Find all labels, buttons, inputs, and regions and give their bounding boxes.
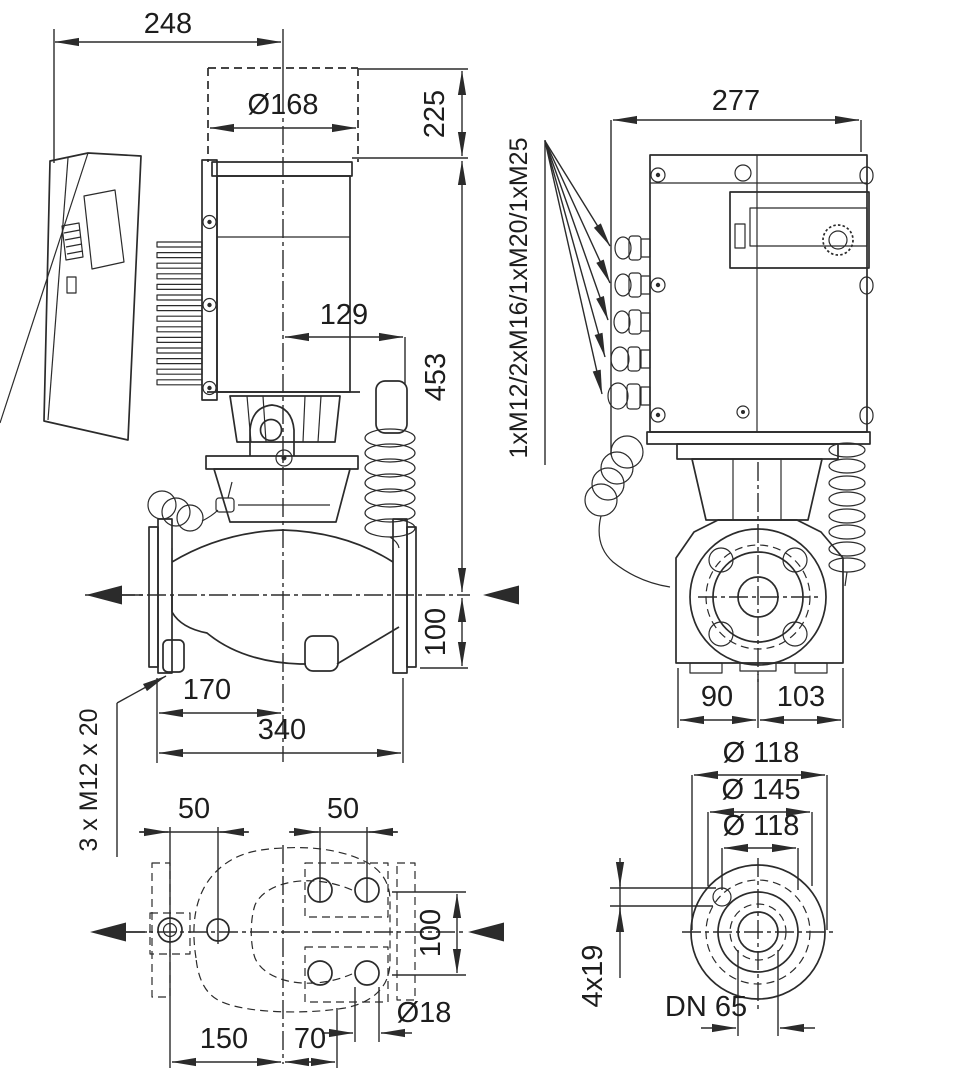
electronics-box [650,155,873,432]
dim-225 [352,69,468,158]
suction-flange-outer [149,527,158,667]
dim-flange-inner-118 [722,810,799,890]
dim-label-145: Ø 145 [721,774,801,806]
dim-label-277: 277 [711,85,761,117]
dim-label-foot-tapping: 3 x M12 x 20 [75,708,103,852]
flange-bolt-hole [713,888,731,906]
sensor-bracket [376,381,407,433]
dim-100-side [420,598,468,668]
control-knob [823,225,853,255]
dim-label-129: 129 [319,299,369,331]
dim-150 [172,1023,281,1062]
dim-277 [611,85,861,455]
motor-body [202,160,352,400]
callout-cable-glands [505,138,610,465]
dim-103 [760,668,843,728]
dim-label-dn65: DN 65 [664,991,748,1023]
dim-129 [285,299,405,384]
coiled-cable-front-right [829,443,865,586]
display-module [0,153,141,440]
dim-4x19 [577,858,716,1007]
dim-100-footprint [392,892,466,975]
volute-foot-boss [305,636,338,671]
pump-foot [163,640,184,672]
dim-18 [322,987,451,1042]
dim-label-90: 90 [700,681,734,713]
dim-70 [285,1023,335,1062]
display-panel [750,208,867,246]
module-button [735,224,745,248]
dim-50-right [289,793,398,832]
dim-label-4x19: 4x19 [577,944,609,1008]
volute-footprint [194,848,390,1012]
dim-label-inner-118: Ø 118 [722,810,800,842]
cable-glands [608,236,650,409]
discharge-flange [393,519,407,673]
bolt-plate-top-footprint [305,863,388,917]
suction-flange-footprint [152,863,170,997]
module-connector-block [62,223,83,293]
dim-label-18: Ø18 [396,997,452,1029]
display-window [84,190,124,269]
pump-head [214,469,350,522]
dim-label-50-left: 50 [177,793,211,825]
footprint-view [90,793,504,1068]
coiled-cable-front-left [585,436,670,587]
motor-rail-screws [203,216,216,395]
dim-label-170: 170 [182,674,232,706]
dim-label-103: 103 [776,681,826,713]
dim-label-cable-glands: 1xM12/2xM16/1xM20/1xM25 [505,137,533,459]
dim-label-70: 70 [293,1023,327,1055]
box-screws [651,165,751,422]
coiled-cable-left-side [148,482,234,531]
dim-label-100-side: 100 [420,607,452,657]
dim-label-225: 225 [419,89,451,139]
suction-flange [158,519,172,673]
discharge-flange-outer [407,527,416,667]
dim-90 [678,668,758,728]
callout-foot-tapping [75,676,166,857]
dim-label-100-footprint: 100 [415,908,447,958]
side-view [0,8,519,857]
dim-label-50-right: 50 [326,793,360,825]
dim-label-453: 453 [420,352,452,402]
dim-dn65 [665,950,815,1036]
dim-50-left [139,793,249,832]
dim-motor-diameter [210,89,356,128]
heatsink-fins [157,242,202,385]
dim-label-150: 150 [199,1023,249,1055]
dim-label-outer-118: Ø 118 [722,737,800,769]
dim-453 [420,161,462,592]
dim-label-340: 340 [257,714,307,746]
dim-label-168: Ø168 [247,89,319,121]
dim-248 [54,8,283,163]
motor-mounting-rail [202,160,217,400]
front-view [505,85,873,728]
dim-label-248: 248 [143,8,193,40]
flange-detail-view [577,737,835,1036]
